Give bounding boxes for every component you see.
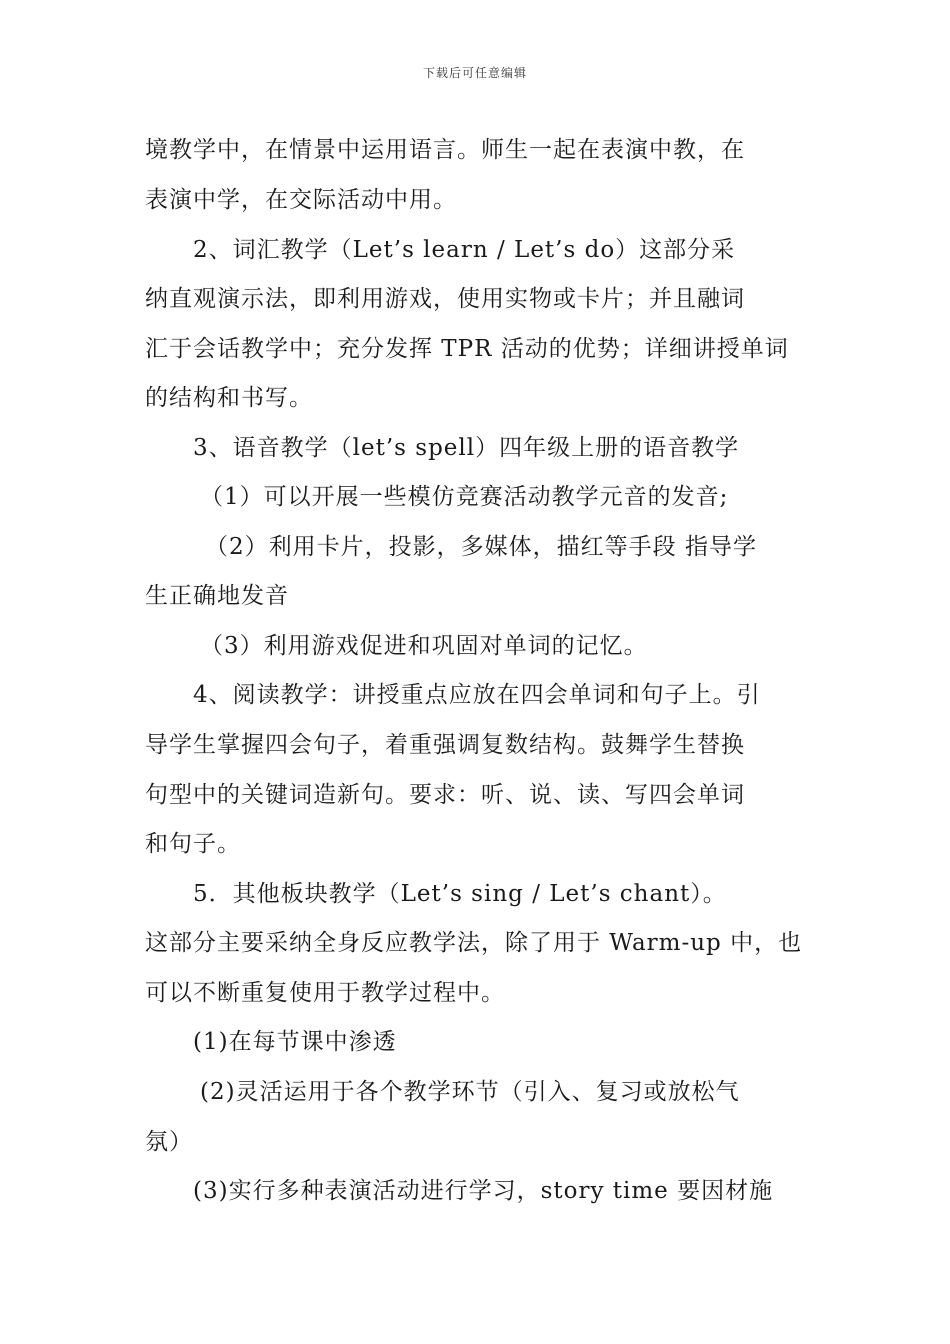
text-line: 可以不断重复使用于教学过程中。 xyxy=(145,980,505,1006)
page-header: 下载后可任意编辑 xyxy=(422,66,527,80)
text-line: (3)实行多种表演活动进行学习，story time 要因材施 xyxy=(193,1178,774,1204)
text-line: 句型中的关键词造新句。要求：听、说、读、写四会单词 xyxy=(145,782,745,808)
text-line: 5．其他板块教学（Let’s sing / Let’s chant）。 xyxy=(193,881,727,907)
text-line: 的结构和书写。 xyxy=(145,385,313,411)
text-line: （1）可以开展一些模仿竞赛活动教学元音的发音; xyxy=(200,484,729,510)
text-line: 纳直观演示法，即利用游戏，使用实物或卡片；并且融词 xyxy=(145,286,745,312)
text-line: 和句子。 xyxy=(145,831,241,857)
text-line: 3、语音教学（let’s spell）四年级上册的语音教学 xyxy=(193,435,740,461)
text-line: （2）利用卡片，投影，多媒体，描红等手段 指导学 xyxy=(205,534,757,560)
text-line: 4、阅读教学：讲授重点应放在四会单词和句子上。引 xyxy=(193,682,761,708)
text-line: （3）利用游戏促进和巩固对单词的记忆。 xyxy=(200,633,648,659)
text-line: 表演中学，在交际活动中用。 xyxy=(145,187,457,213)
text-line: 生正确地发音 xyxy=(145,583,289,609)
text-line: (1)在每节课中渗透 xyxy=(193,1029,397,1055)
text-line: 2、词汇教学（Let’s learn / Let’s do）这部分采 xyxy=(193,237,736,263)
text-line: 这部分主要采纳全身反应教学法，除了用于 Warm-up 中，也 xyxy=(145,930,803,956)
text-line: (2)灵活运用于各个教学环节（引入、复习或放松气 xyxy=(200,1079,740,1105)
text-line: 汇于会话教学中；充分发挥 TPR 活动的优势；详细讲授单词 xyxy=(145,336,789,362)
text-line: 导学生掌握四会句子，着重强调复数结构。鼓舞学生替换 xyxy=(145,732,745,758)
text-line: 境教学中，在情景中运用语言。师生一起在表演中教，在 xyxy=(145,137,745,163)
text-line: 氛） xyxy=(145,1129,193,1155)
